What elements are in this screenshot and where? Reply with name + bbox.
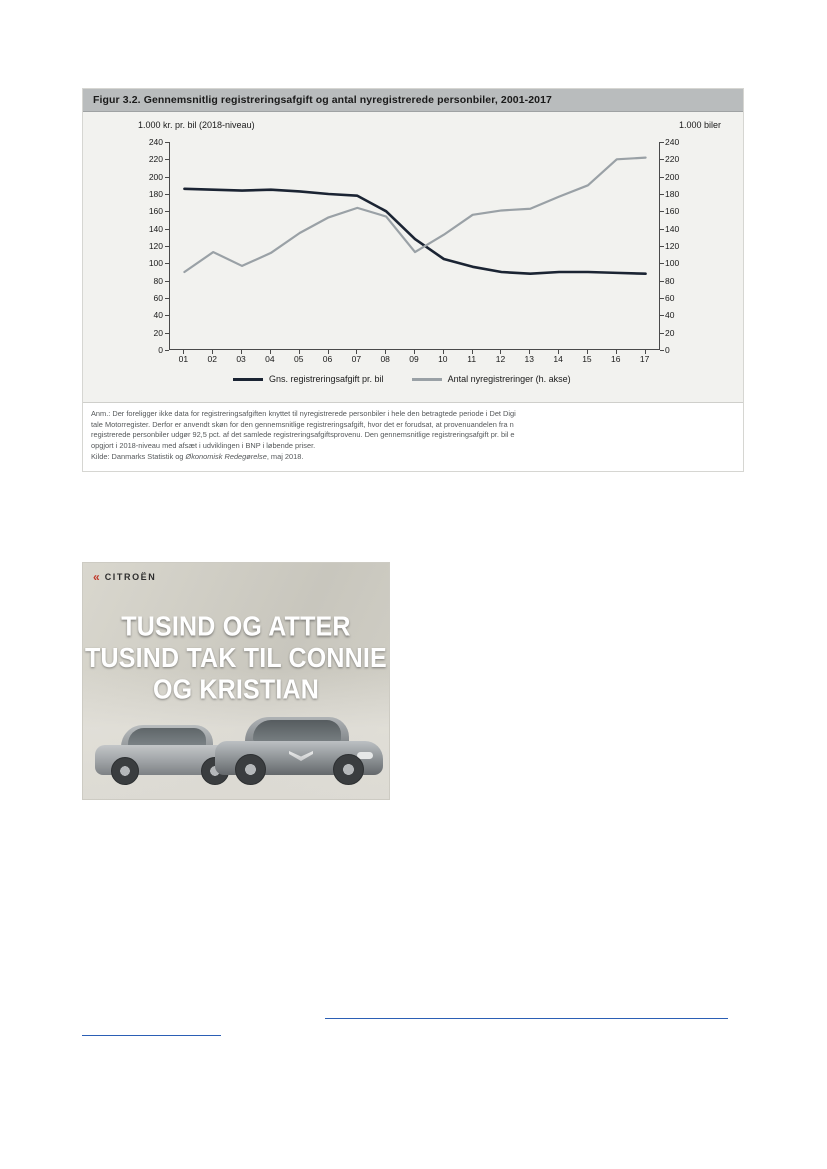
left-tick-100: 100 (148, 258, 163, 269)
x-tickmark-13 (529, 350, 530, 354)
x-tickmark-11 (472, 350, 473, 354)
x-tick-12: 12 (495, 354, 506, 364)
right-tick-0: 0 (665, 345, 670, 355)
left-tickmark-40 (165, 315, 169, 316)
figure-note (83, 402, 743, 471)
x-tick-16: 16 (611, 354, 621, 364)
note-line-4: opgjort i 2018-niveau med afsæt i udviklingen i BNP i løbende priser. (91, 441, 316, 451)
x-tick-04: 04 (265, 354, 275, 364)
right-tickmark-20 (660, 333, 664, 334)
legend-item-nyregistreringer (412, 374, 571, 384)
right-tick-60: 60 (665, 293, 675, 303)
right-tick-180: 180 (665, 189, 680, 199)
footer-link-left[interactable] (82, 1035, 221, 1036)
x-tickmark-14 (558, 350, 559, 354)
note-line-2: tale Motorregister. Derfor er anvendt skøn for den gennemsnitlige registreringsafgift, hvor det er forudsat, at provenuandelen fra n (91, 419, 514, 429)
x-tick-01: 01 (178, 354, 189, 364)
left-tick-0: 0 (158, 345, 163, 355)
x-tickmark-05 (299, 350, 300, 354)
figure-container (82, 88, 744, 472)
citroen-chevron-icon: « (93, 570, 100, 584)
x-tick-11: 11 (467, 354, 477, 364)
x-tickmark-09 (414, 350, 415, 354)
left-tick-120: 120 (148, 241, 163, 251)
right-tick-120: 120 (665, 241, 680, 251)
x-tick-17: 17 (639, 354, 650, 364)
ad-headline-line-3: OG KRISTIAN (152, 673, 320, 706)
x-tickmark-01 (183, 350, 184, 354)
left-tick-160: 160 (148, 206, 163, 217)
right-tick-220: 220 (665, 154, 680, 165)
source-italic: Økonomisk Redegørelse (185, 451, 267, 461)
x-tickmark-03 (241, 350, 242, 354)
left-tickmark-200 (165, 177, 169, 178)
chart-canvas (83, 112, 743, 402)
x-tick-08: 08 (380, 354, 390, 364)
right-tick-80: 80 (665, 275, 675, 286)
right-tickmark-180 (660, 194, 664, 195)
right-tick-100: 100 (665, 258, 680, 269)
right-tickmark-120 (660, 246, 664, 247)
x-tick-14: 14 (553, 354, 563, 364)
left-tickmark-120 (165, 246, 169, 247)
left-tickmark-80 (165, 281, 169, 282)
left-tickmark-140 (165, 229, 169, 230)
left-tick-140: 140 (148, 223, 163, 234)
left-tickmark-240 (165, 142, 169, 143)
left-tickmark-20 (165, 333, 169, 334)
legend-swatch-nyregistreringer (412, 378, 442, 381)
figure-source (91, 452, 733, 463)
ad-headline-line-2: TUSIND TAK TIL CONNIE (85, 642, 387, 674)
right-tick-240: 240 (665, 137, 680, 147)
car-right-illustration (215, 715, 383, 785)
left-tickmark-180 (165, 194, 169, 195)
series-line-1 (184, 158, 645, 272)
x-tick-02: 02 (207, 354, 217, 364)
x-tickmark-04 (270, 350, 271, 354)
right-axis-caption: 1.000 biler (678, 120, 721, 130)
x-tick-03: 03 (236, 354, 246, 364)
left-tick-240: 240 (148, 137, 163, 147)
x-tick-15: 15 (582, 354, 592, 364)
citroen-brand-label: CITROËN (104, 572, 157, 582)
citroen-ad-image (82, 562, 390, 800)
x-tickmark-10 (443, 350, 444, 354)
x-tickmark-17 (645, 350, 646, 354)
note-line-3: registrerede personbiler udgør 92,5 pct. af det samlede registreringsafgiftsprovenu. Den gennemsnitlige registreringsafgift pr. bil e (91, 430, 515, 440)
left-tick-40: 40 (153, 310, 163, 321)
chart-legend (233, 374, 571, 384)
left-tick-220: 220 (148, 154, 163, 165)
footer-link-right[interactable] (325, 1018, 728, 1019)
left-tick-180: 180 (148, 189, 163, 199)
left-tickmark-220 (165, 159, 169, 160)
series-lines (170, 142, 660, 350)
right-tickmark-80 (660, 281, 664, 282)
x-tick-06: 06 (322, 354, 333, 364)
x-tick-05: 05 (293, 354, 304, 364)
right-tick-20: 20 (665, 327, 675, 338)
left-tick-20: 20 (153, 327, 163, 338)
left-tickmark-100 (165, 263, 169, 264)
left-tick-200: 200 (148, 171, 163, 182)
right-tick-40: 40 (665, 310, 675, 321)
legend-item-afgift (233, 374, 384, 384)
legend-label-nyregistreringer: Antal nyregistreringer (h. akse) (447, 374, 571, 384)
x-tickmark-16 (616, 350, 617, 354)
x-tickmark-12 (500, 350, 501, 354)
right-tick-200: 200 (665, 171, 680, 182)
x-tickmark-15 (587, 350, 588, 354)
right-tickmark-200 (660, 177, 664, 178)
left-tick-80: 80 (153, 275, 163, 286)
x-tick-13: 13 (524, 354, 535, 364)
legend-swatch-afgift (233, 378, 263, 381)
x-tick-10: 10 (438, 354, 448, 364)
figure-title: Figur 3.2. Gennemsnitlig registreringsafgift og antal nyregistrerede personbiler, 2001-2017 (83, 89, 743, 112)
left-tickmark-0 (165, 350, 169, 351)
source-prefix: Kilde: Danmarks Statistik og (91, 451, 186, 461)
citroen-logo (93, 571, 156, 583)
ad-headline (83, 611, 389, 705)
right-tickmark-60 (660, 298, 664, 299)
right-tickmark-160 (660, 211, 664, 212)
source-suffix: , maj 2018. (266, 451, 304, 461)
x-tickmark-06 (328, 350, 329, 354)
left-tickmark-60 (165, 298, 169, 299)
left-axis-caption: 1.000 kr. pr. bil (2018-niveau) (138, 120, 255, 130)
left-tickmark-160 (165, 211, 169, 212)
x-tick-07: 07 (351, 354, 362, 364)
x-tickmark-02 (212, 350, 213, 354)
right-tick-160: 160 (665, 206, 680, 217)
right-tickmark-100 (660, 263, 664, 264)
note-line-1: Anm.: Der foreligger ikke data for registreringsafgiften knyttet til nyregistrerede personbiler i hele den betragtede periode i Det Digi (91, 409, 516, 418)
x-tick-09: 09 (409, 354, 419, 364)
right-tickmark-240 (660, 142, 664, 143)
plot-region (169, 142, 659, 350)
x-tickmark-07 (356, 350, 357, 354)
ad-headline-line-1: TUSIND OG ATTER (121, 611, 351, 643)
left-tick-60: 60 (153, 293, 163, 303)
right-tickmark-140 (660, 229, 664, 230)
right-tickmark-0 (660, 350, 664, 351)
legend-label-afgift: Gns. registreringsafgift pr. bil (269, 374, 384, 384)
right-tickmark-40 (660, 315, 664, 316)
x-tickmark-08 (385, 350, 386, 354)
right-tick-140: 140 (665, 223, 680, 234)
right-tickmark-220 (660, 159, 664, 160)
